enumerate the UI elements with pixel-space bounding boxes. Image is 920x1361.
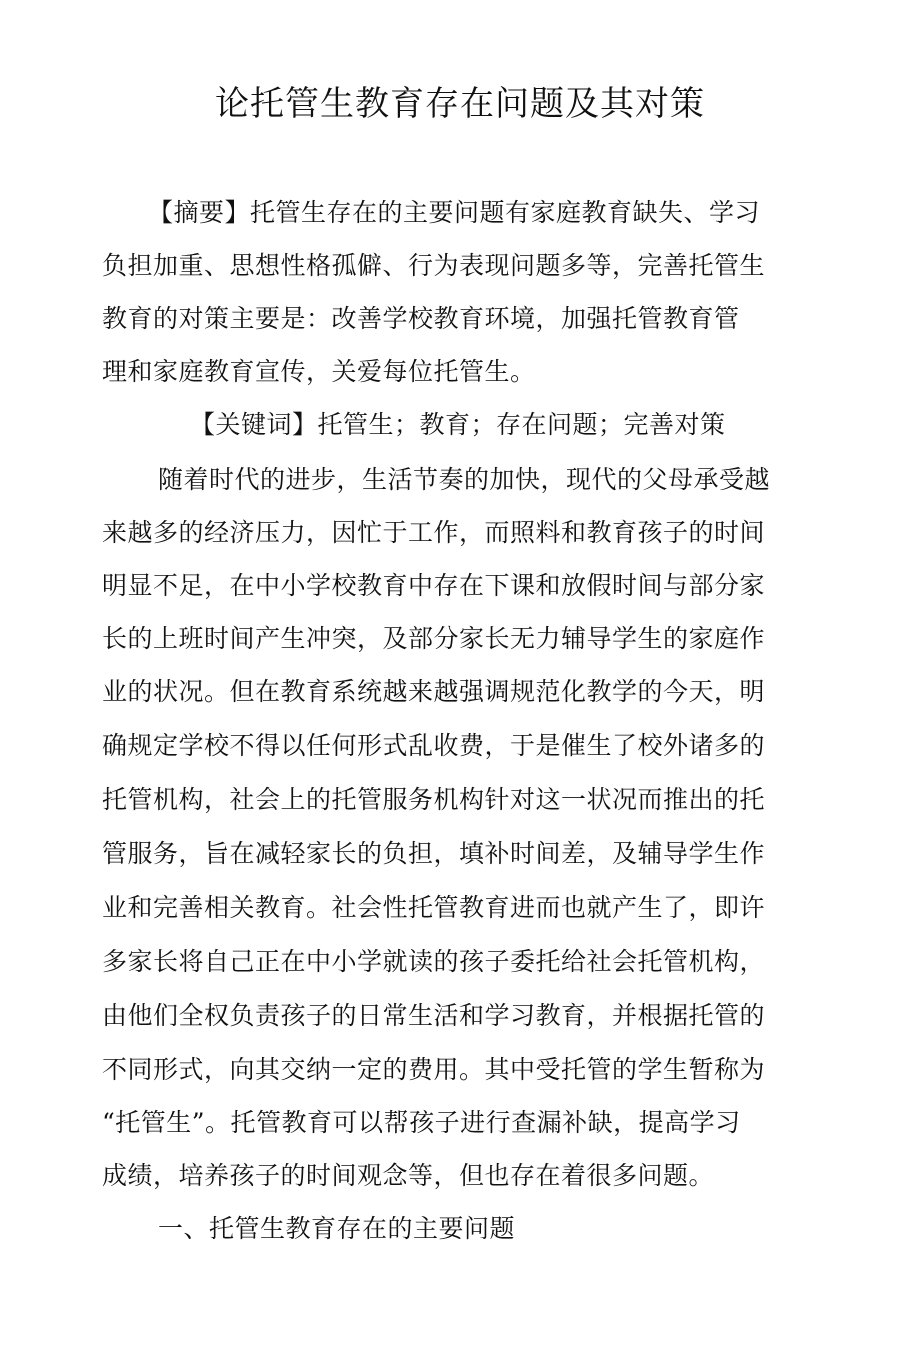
body-line-8: 管服务，旨在减轻家长的负担，填补时间差，及辅导学生作 (102, 839, 766, 868)
body-line-13: “托管生”。托管教育可以帮孩子进行查漏补缺，提高学习 (102, 1108, 741, 1137)
body-line-6: 确规定学校不得以任何形式乱收费，于是催生了校外诸多的 (102, 731, 766, 760)
abstract-line-3: 教育的对策主要是：改善学校教育环境，加强托管教育管 (102, 304, 740, 333)
abstract-line-4: 理和家庭教育宣传，关爱每位托管生。 (102, 357, 536, 386)
document-title: 论托管生教育存在问题及其对策 (215, 84, 705, 124)
section-heading: 一、托管生教育存在的主要问题 (158, 1214, 516, 1243)
body-line-10: 多家长将自己正在中小学就读的孩子委托给社会托管机构， (102, 947, 766, 976)
body-line-3: 明显不足，在中小学校教育中存在下课和放假时间与部分家 (102, 571, 766, 600)
abstract-line-1: 【摘要】托管生存在的主要问题有家庭教育缺失、学习 (148, 198, 761, 227)
body-line-2: 来越多的经济压力，因忙于工作，而照料和教育孩子的时间 (102, 518, 766, 547)
body-line-14: 成绩，培养孩子的时间观念等，但也存在着很多问题。 (102, 1161, 715, 1190)
body-line-12: 不同形式，向其交纳一定的费用。其中受托管的学生暂称为 (102, 1055, 766, 1084)
body-line-1: 随着时代的进步，生活节奏的加快，现代的父母承受越 (158, 465, 771, 494)
body-line-4: 长的上班时间产生冲突，及部分家长无力辅导学生的家庭作 (102, 624, 766, 653)
body-line-11: 由他们全权负责孩子的日常生活和学习教育，并根据托管的 (102, 1001, 766, 1030)
abstract-line-2: 负担加重、思想性格孤僻、行为表现问题多等，完善托管生 (102, 251, 766, 280)
body-line-9: 业和完善相关教育。社会性托管教育进而也就产生了，即许 (102, 893, 766, 922)
keywords-line: 【关键词】托管生；教育；存在问题；完善对策 (190, 410, 726, 439)
body-line-7: 托管机构，社会上的托管服务机构针对这一状况而推出的托 (102, 785, 766, 814)
body-line-5: 业的状况。但在教育系统越来越强调规范化教学的今天，明 (102, 677, 766, 706)
